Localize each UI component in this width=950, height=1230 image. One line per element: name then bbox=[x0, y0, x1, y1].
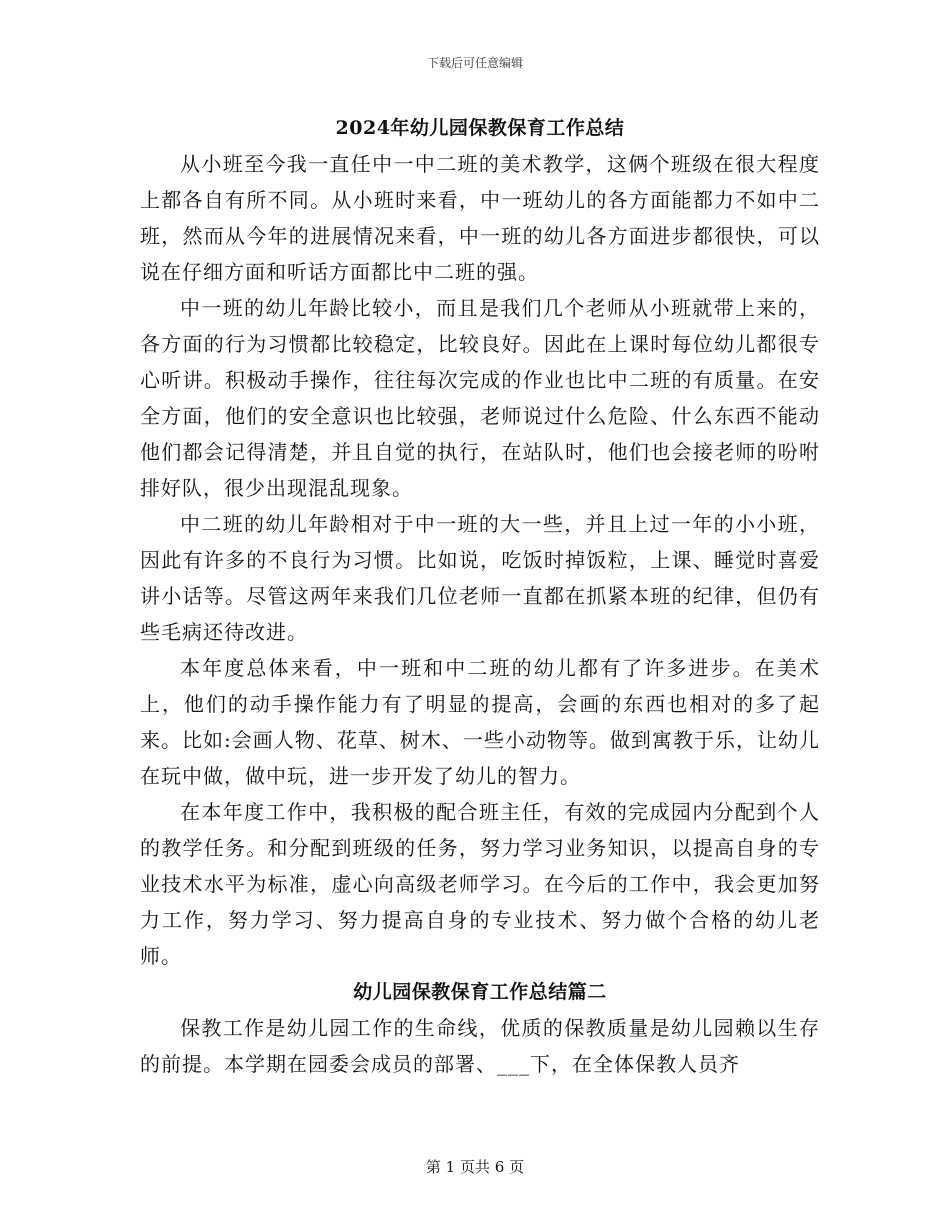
document-body bbox=[140, 110, 820, 1082]
paragraph: 本年度总体来看，中一班和中二班的幼儿都有了许多进步。在美术上，他们的动手操作能力有了明显的提高，会画的东西也相对的多了起来。比如:会画人物、花草、树木、一些小动物等。做到寓教于乐，让幼儿在玩中做，做中玩，进一步开发了幼儿的智力。 bbox=[140, 656, 820, 788]
page-header-note: 下载后可任意编辑 bbox=[426, 56, 523, 70]
document-title: 2024年幼儿园保教保育工作总结 bbox=[335, 117, 625, 139]
paragraph: 中一班的幼儿年龄比较小，而且是我们几个老师从小班就带上来的，各方面的行为习惯都比较稳定，比较良好。因此在上课时每位幼儿都很专心听讲。积极动手操作，往往每次完成的作业也比中二班的有质量。在安全方面，他们的安全意识也比较强，老师说过什么危险、什么东西不能动他们都会记得清楚，并且自觉的执行，在站队时，他们也会接老师的吩咐排好队，很少出现混乱现象。 bbox=[140, 296, 820, 500]
section-heading: 幼儿园保教保育工作总结篇二 bbox=[353, 981, 607, 1003]
paragraph: 从小班至今我一直任中一中二班的美术教学，这俩个班级在很大程度上都各自有所不同。从小班时来看，中一班幼儿的各方面能都力不如中二班，然而从今年的进展情况来看，中一班的幼儿各方面进步都很快，可以说在仔细方面和听话方面都比中二班的强。 bbox=[140, 152, 820, 284]
paragraph: 保教工作是幼儿园工作的生命线，优质的保教质量是幼儿园赖以生存的前提。本学期在园委会成员的部署、___下，在全体保教人员齐 bbox=[140, 1016, 820, 1076]
paragraph: 中二班的幼儿年龄相对于中一班的大一些，并且上过一年的小小班，因此有许多的不良行为习惯。比如说，吃饭时掉饭粒，上课、睡觉时喜爱讲小话等。尽管这两年来我们几位老师一直都在抓紧本班的纪律，但仍有些毛病还待改进。 bbox=[140, 512, 820, 644]
paragraph: 在本年度工作中，我积极的配合班主任，有效的完成园内分配到个人的教学任务。和分配到班级的任务，努力学习业务知识，以提高自身的专业技术水平为标准，虚心向高级老师学习。在今后的工作中，我会更加努力工作，努力学习、努力提高自身的专业技术、努力做个合格的幼儿老师。 bbox=[140, 800, 820, 968]
page-number: 第 1 页共 6 页 bbox=[425, 1158, 525, 1176]
